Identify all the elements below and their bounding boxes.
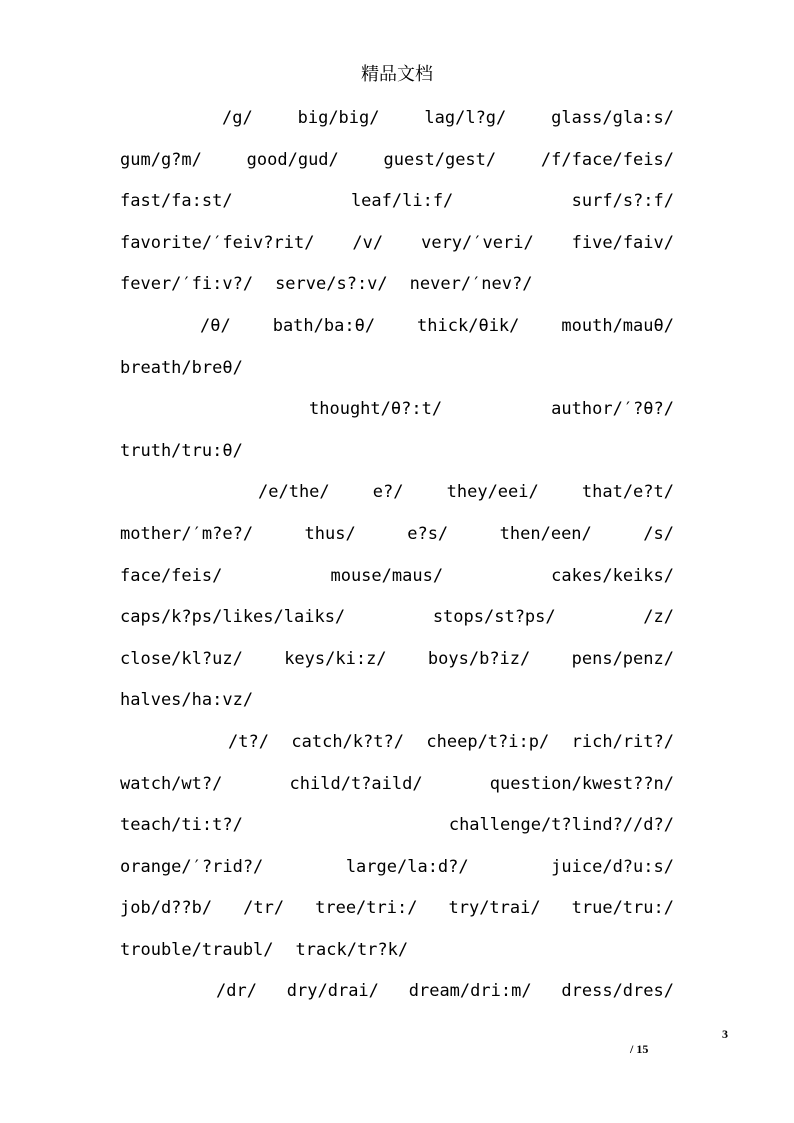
word: thick/θik/ (417, 315, 520, 336)
text-line (120, 680, 674, 722)
word: stops/st?ps/ (432, 607, 556, 628)
text-line (120, 389, 674, 431)
text-line (120, 140, 674, 182)
page-total: / 15 (630, 1042, 649, 1056)
word: catch/k?t?/ (291, 731, 404, 752)
word: five/faiv/ (571, 232, 674, 253)
text-line (120, 264, 674, 306)
word: halves/ha:vz/ (120, 690, 254, 711)
word: mouth/mauθ/ (561, 315, 674, 336)
word: cakes/keiks/ (551, 565, 674, 586)
word: job/d??b/ (120, 898, 213, 919)
word: gum/g?m/ (120, 149, 202, 170)
text-line (120, 98, 674, 140)
word: e?/ (372, 482, 404, 503)
page-number: 3 (722, 1027, 728, 1041)
word: try/trai/ (448, 898, 541, 919)
word: very/′veri/ (421, 232, 534, 253)
text-line (120, 971, 674, 1013)
word: child/t?aild/ (289, 773, 423, 794)
word: /e/the/ (258, 482, 330, 503)
word: dry/drai/ (286, 981, 379, 1002)
document-body (120, 98, 674, 1013)
text-line (120, 472, 674, 514)
text-line (120, 888, 674, 930)
text-line (120, 556, 674, 598)
text-line (120, 847, 674, 889)
word: keys/ki:z/ (284, 648, 387, 669)
word: challenge/t?lind?//d?/ (448, 815, 674, 836)
word: surf/s?:f/ (571, 191, 674, 212)
text-line (120, 514, 674, 556)
word: orange/′?rid?/ (120, 856, 264, 877)
word: /g/ (222, 108, 253, 128)
word: /θ/ (200, 315, 231, 336)
word: they/eei/ (446, 482, 539, 503)
word: lag/l?g/ (424, 108, 507, 128)
word: never/′nev?/ (409, 274, 533, 295)
word: big/big/ (297, 108, 380, 128)
page-header: 精品文档 (361, 64, 433, 85)
word: /f/face/feis/ (540, 149, 674, 170)
word: close/kl?uz/ (120, 648, 243, 669)
word: breath/breθ/ (120, 357, 243, 378)
word: juice/d?u:s/ (551, 856, 674, 877)
word: question/kwest??n/ (489, 773, 674, 794)
word: mother/′m?e?/ (120, 523, 254, 544)
word: favorite/′feiv?rit/ (120, 232, 315, 253)
word: dream/dri:m/ (408, 981, 532, 1002)
word: trouble/traubl/ (120, 939, 274, 960)
word: /z/ (643, 607, 674, 628)
word: fever/′fi:v?/ (120, 274, 254, 295)
text-line (120, 223, 674, 265)
word: caps/k?ps/likes/laiks/ (120, 607, 346, 628)
word: bath/ba:θ/ (272, 315, 376, 336)
word: large/la:d?/ (345, 856, 469, 877)
text-line (120, 348, 674, 390)
text-line (120, 639, 674, 681)
word: track/tr?k/ (295, 939, 409, 960)
word: watch/wt?/ (120, 773, 223, 794)
text-line (120, 930, 674, 972)
text-line (120, 764, 674, 806)
word: leaf/li:f/ (350, 191, 454, 212)
word: rich/rit?/ (571, 731, 674, 752)
word: /dr/ (216, 981, 257, 1002)
word: true/tru:/ (571, 898, 674, 919)
word: fast/fa:st/ (120, 191, 233, 212)
word: boys/b?iz/ (427, 648, 531, 669)
word: author/′?θ?/ (551, 399, 674, 420)
text-line (120, 306, 674, 348)
word: glass/gla:s/ (551, 108, 674, 128)
word: cheep/t?i:p/ (426, 731, 550, 752)
word: guest/gest/ (383, 149, 497, 170)
word: /s/ (643, 523, 674, 544)
word: thought/θ?:t/ (309, 399, 443, 420)
word: /t?/ (228, 731, 269, 752)
word: mouse/maus/ (330, 565, 444, 586)
text-line (120, 722, 674, 764)
word: teach/ti:t?/ (120, 815, 243, 836)
word: face/feis/ (120, 565, 223, 586)
text-line (120, 597, 674, 639)
word: /v/ (352, 232, 384, 253)
word: serve/s?:v/ (275, 274, 388, 295)
word: good/gud/ (246, 149, 339, 170)
word: dress/dres/ (561, 981, 674, 1002)
word: e?s/ (407, 523, 449, 544)
word: truth/tru:θ/ (120, 440, 243, 461)
word: thus/ (304, 523, 356, 544)
word: /tr/ (243, 898, 285, 919)
text-line (120, 431, 674, 473)
text-line (120, 181, 674, 223)
word: tree/tri:/ (315, 898, 418, 919)
text-line (120, 805, 674, 847)
word: then/een/ (499, 523, 592, 544)
word: that/e?t/ (581, 482, 674, 503)
word: pens/penz/ (571, 648, 674, 669)
